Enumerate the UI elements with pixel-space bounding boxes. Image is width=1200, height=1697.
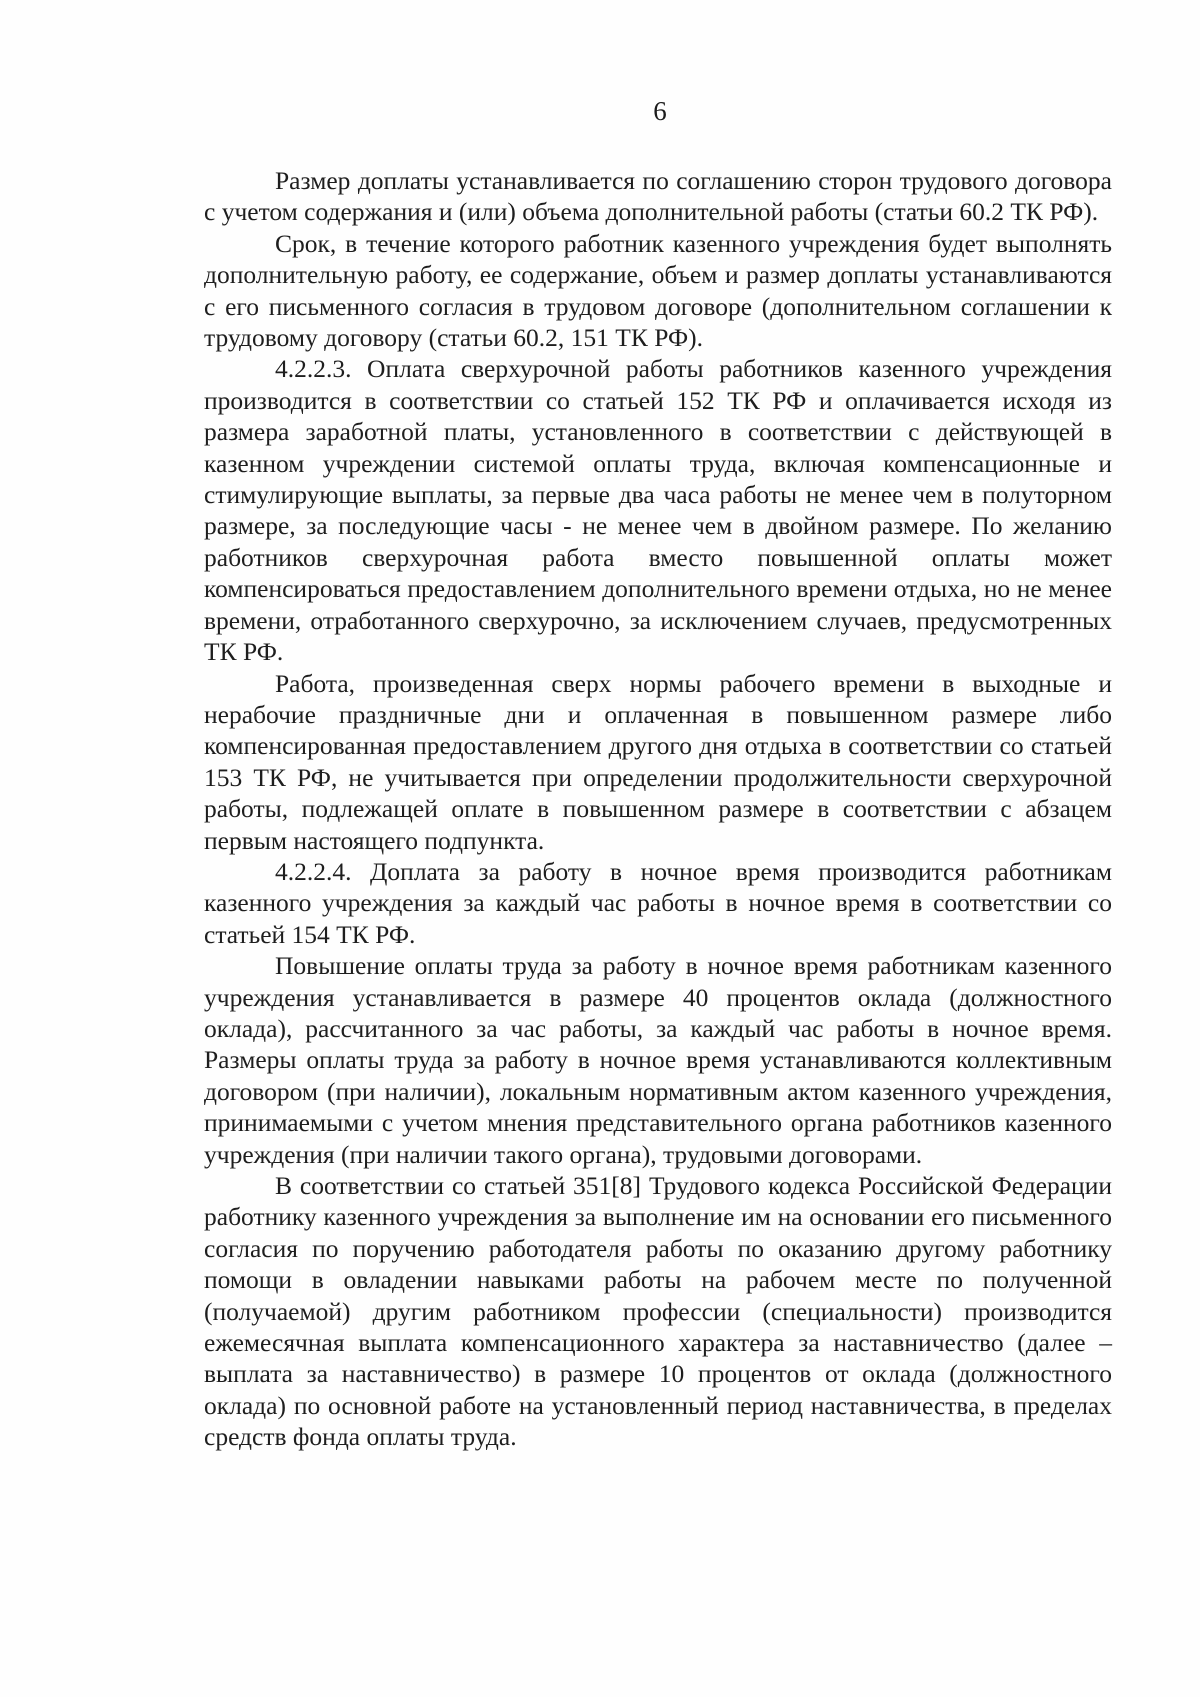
page-number: 6 (653, 96, 667, 126)
paragraph-mentorship-pay: В соответствии со статьей 351[8] Трудового кодекса Российской Федерации работнику казенного учреждения за выполнение им на основании его письменного согласия по поручению работодателя работы по оказанию другому работнику помощи в овладении навыками работы на рабочем месте по полученной (получаемой) другим работником профессии (специальности) производится ежемесячная выплата компенсационного характера за наставничество (далее – выплата за наставничество) в размере 10 процентов от оклада (должностного оклада) по основной работе на установленный период наставничества, в пределах средств фонда оплаты труда. (204, 1171, 1112, 1452)
paragraph-holiday-work: Работа, произведенная сверх нормы рабочего времени в выходные и нерабочие праздничные дни и оплаченная в повышенном размере либо компенсированная предоставлением другого дня отдыха в соответствии со статьей 153 ТК РФ, не учитывается при определении продолжительности сверхурочной работы, подлежащей оплате в повышенном размере в соответствии с абзацем первым настоящего подпункта. (204, 668, 1112, 855)
paragraph-night-work-pay: 4.2.2.4. Доплата за работу в ночное время производится работникам казенного учреждения за каждый час работы в ночное время в соответствии со статьей 154 ТК РФ. (204, 856, 1112, 949)
paragraph-additional-work-term: Срок, в течение которого работник казенного учреждения будет выполнять дополнительную работу, ее содержание, объем и размер доплаты устанавливаются с его письменного согласия в трудовом договоре (дополнительном соглашении к трудовому договору (статьи 60.2, 151 ТК РФ). (204, 228, 1112, 353)
paragraph-night-work-increase: Повышение оплаты труда за работу в ночное время работникам казенного учреждения устанавливается в размере 40 процентов оклада (должностного оклада), рассчитанного за час работы, за каждый час работы в ночное время. Размеры оплаты труда за работу в ночное время устанавливаются коллективным договором (при наличии), локальным нормативным актом казенного учреждения, принимаемыми с учетом мнения представительного органа работников казенного учреждения (при наличии такого органа), трудовыми договорами. (204, 951, 1112, 1169)
document-body (204, 165, 1112, 1453)
paragraph-overtime-pay: 4.2.2.3. Оплата сверхурочной работы работников казенного учреждения производится в соответствии со статьей 152 ТК РФ и оплачивается исходя из размера заработной платы, установленного в соответствии с действующей в казенном учреждении системой оплаты труда, включая компенсационные и стимулирующие выплаты, за первые два часа работы не менее чем в полуторном размере, за последующие часы - не менее чем в двойном размере. По желанию работников сверхурочная работа вместо повышенной оплаты может компенсироваться предоставлением дополнительного времени отдыха, но не менее времени, отработанного сверхурочно, за исключением случаев, предусмотренных ТК РФ. (204, 354, 1112, 667)
paragraph-additional-pay-amount: Размер доплаты устанавливается по соглашению сторон трудового договора с учетом содержания и (или) объема дополнительной работы (статьи 60.2 ТК РФ). (204, 166, 1112, 227)
